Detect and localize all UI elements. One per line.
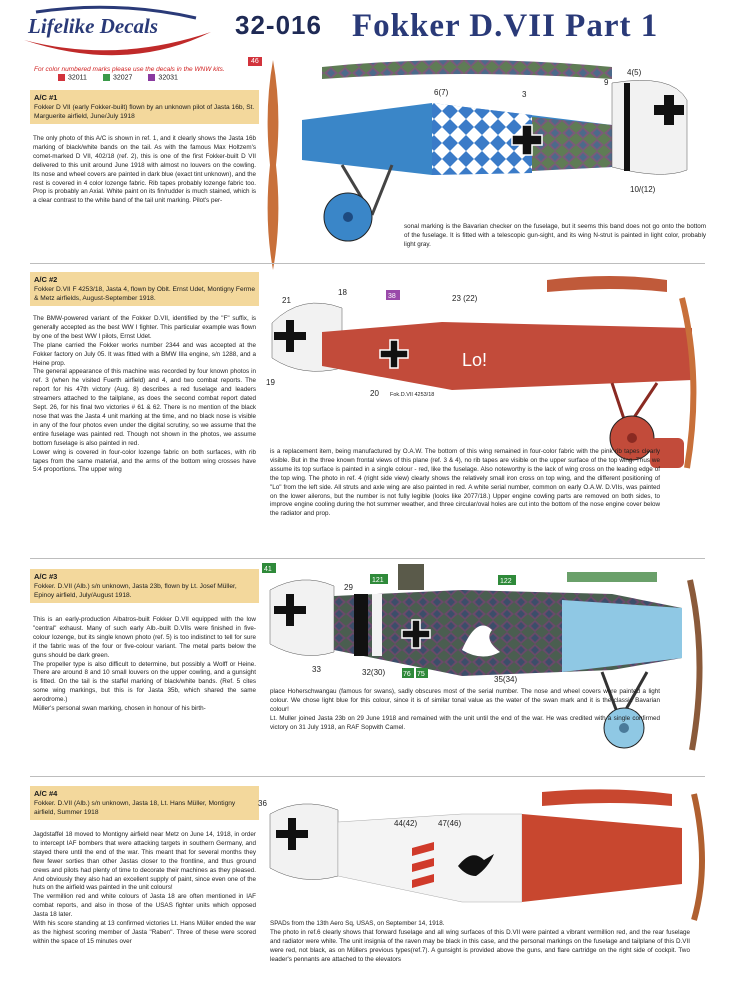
ac3-label-g: 76 [403,671,411,678]
ac2-label-b: 18 [338,288,347,297]
ac2-lo-marking: Lo! [462,350,488,370]
ac3-paragraph: Müller's personal swan marking, chosen in honour of his birth- [33,705,206,713]
legend-item: 32011 [58,74,87,81]
ac1-heading [30,90,259,124]
ac3-label-b: 29 [344,583,353,592]
propeller-icon [262,60,284,270]
ac2-body [33,315,256,475]
ac4-label-b: 44(42) [394,819,418,828]
divider [30,558,705,559]
ac3-label-e: 33 [312,665,321,674]
ac4-id: A/C #4 [34,789,58,798]
ac2-label-a: 21 [282,296,291,305]
page-title: Fokker D.VII Part 1 [352,8,659,44]
ac1-desc: Fokker D VII (early Fokker-built) flown by an unknown pilot of Jasta 16b, St. Marguerite airfield, June/July 1918 [34,104,255,120]
ac3-heading [30,569,259,603]
ac4-paragraph: With his score standing at 13 confirmed victories Lt. Hans Müller ended the war as the highest scoring member of Jasta "Raben". Three of these were scored within the space of 15 minutes over [33,920,256,945]
ac1-label-e: 10/(12) [630,185,656,194]
ac2-label-c: 38 [388,293,396,300]
ac2-serial: Fok.D.VII 4253/18 [390,392,435,398]
ac4-paragraph: SPADs from the 13th Aero Sq, USAS, on September 14, 1918. [270,920,445,927]
ac3-label-f: 32(30) [362,668,386,677]
ac1-continued: sonal marking is the Bavarian checker on the fuselage, but it seems this band does not go onto the bottom of the fuselage. It is fitted with a telescopic gun-sight, and its wing N-strut is painted in light color, probably light gray. [404,223,706,248]
ac2-label-e: 19 [266,378,275,387]
ac2-desc: Fokker D.VII F 4253/18, Jasta 4, flown by Oblt. Ernst Udet, Montigny Ferme & Metz airfields, August-September 1918. [34,286,255,302]
ac4-label-a: 36 [258,799,267,808]
ac1-label-c: 9 [604,78,609,87]
ac3-label-d: 122 [500,578,512,585]
ac4-paragraph: Jagdstaffel 18 moved to Montigny airfield near Metz on June 14, 1918, in order to intercept IAF bombers that were attacking targets in southern Germany, and stayed there until the end of the war. This meant that for several months they flew fewer sorties than other Jastas closer to the frontline, and thus ground crews and pilots had plenty of time to decorate their machines as they pleased. And obviously they also had an excellent supply of paint, since even one of the huts on the airfield was painted in the unit colours! [33,831,256,892]
ac1-label-b: 3 [522,90,527,99]
ac4-paragraph: The photo in ref.6 clearly shows that forward fuselage and all wing surfaces of this D.VII were painted a vibrant vermillion red, and the rear fuselage and radiator were white. The unit insignia of the raven may be black in this case, and the personal markings on the fuselage and tailplane of this D.VII were red, not black, as on Müllers previous types(ref.7). A gunsight is provided above the guns, and flare cartridge on the right side of cockpit. Two leader's pennants are attached to the elevators [270,928,690,963]
ac4-paragraph: The vermillion red and white colours of Jasta 18 are often mentioned in IAF combat reports, and also in those of the USAS fighter units which opposed Jasta 18 later. [33,893,256,919]
ac3-paragraph: The propeller type is also difficult to determine, but possibly a Wolff or Heine. There are around 8 and 10 small louvers on the upper cowling, and a gunsight is fitted. On the tail is the staffel marking of black/white bands. (Ref. 5 cites some wing markings, but this is for Jasta 35b, which shared the same aerodrome.) [33,660,256,704]
swatch-icon [103,74,110,81]
ac3-label-c: 121 [372,577,384,584]
ac2-label-f: 20 [370,389,379,398]
ac4-heading [30,786,259,820]
ac2-paragraph: The plane carried the Fokker works number 2344 and was accepted at the Fokker factory on July 05. It was fitted with a BMW IIIa engine, s/n 1288, and a Heine prop. [33,341,256,367]
ac3-paragraph: Lt. Muller joined Jasta 23b on 29 June 1918 and remained with the unit until the end of the war. He was credited with a single confirmed victory on 31 July 1918, an RAF Sopwith Camel. [270,714,660,731]
ac3-label-a: 41 [264,566,272,573]
ac3-desc: Fokker. D.VII (Alb.) s/n unknown, Jasta 23b, flown by Lt. Josef Müller, Epinoy airfield, July/August 1918. [34,583,237,599]
ac3-label-i: 35(34) [494,675,518,684]
ac2-heading [30,272,259,306]
legend-item: 32031 [148,74,177,81]
ac3-paragraph: This is an early-production Albatros-built Fokker D.VII equipped with the low "central" exhaust. Many of such early Alb.-built D.VIIs were finished in five-colour lozenge, but its single known photo (ref. 5) is too indistinct to tell for sure if the fabric was of the four or five-colour variant. The metal parts below the guns should be dark green. [33,616,256,659]
ac4-body [33,831,256,947]
ac3-label-h: 75 [417,671,425,678]
ac1-id: A/C #1 [34,93,58,102]
ac2-continued: is a replacement item, being manufactured by O.A.W. The bottom of this wing remained in four-color fabric with the pink rib tapes clearly visible. But in the three known frontal views of this plane (ref. 3 & 4), no rib tapes are visible on the upper surface of the top wing. Thus we assume its top surface is painted in a single colour - red, like the fuselage. Also noteworthy is the lack of wing cross on the leading edge of the top wing. The photo in ref. 4 (right side view) clearly shows the relatively small iron cross on top wing, and the different positioning of "Lo" from the left side. All struts and axle wing are also painted in red. A white serial number, common on early O.A.W. D.VIIs, was painted on the lower ailerons, but the number is not fully legible (looks like 2077/18.) Upper engine cowling parts are removed on both sides, to improve engine cooling during the hot summer weather, and three circular/oval holes are cut into the bottom of the nose engine cover below the radiator and prop. [270,448,660,518]
ac4-continued [270,920,690,965]
brand-logo [6,4,224,60]
ac3-paragraph: place Hoherschwangau (famous for swans), sadly obscures most of the serial number. The nose and wheel covers were painted a light colour. We chose light blue for this colour, since it is of similar tonal value as the water of the swan mark and it is the classic Bavarian colour! [270,688,660,713]
brand-name: Lifelike Decals [28,14,159,38]
ac1-label-d: 4(5) [627,68,642,77]
ac3-continued [270,688,660,733]
ac4-aircraft-profile [258,784,712,924]
ac3-id: A/C #3 [34,572,58,581]
ac2-paragraph: Lower wing is covered in four-color lozenge fabric on both surfaces, with rib tapes from the same material, and the arms of the bottom wing crosses have 5:4 proportions. The upper wing [33,448,256,474]
swatch-icon [58,74,65,81]
ac4-desc: Fokker. D.VII (Alb.) s/n unknown, Jasta 18, Lt. Hans Müller, Montigny airfield, Summer 1918 [34,800,236,816]
legend-item: 32027 [103,74,132,81]
ac4-label-c: 47(46) [438,819,462,828]
divider [30,776,705,777]
ac1-label-a: 6(7) [434,88,449,97]
ac2-id: A/C #2 [34,275,58,284]
ac3-body [33,616,256,714]
ac2-paragraph: The general appearance of this machine was recorded by four known photos in ref. 3 (when he visited Fuerth airfield) and 4, and two combat reports. The report for his 47th victory (Aug. 8) describes a red fuselage and leaders streamers attached to the tailplane, as does the second combat report dated Sept. 26, for his final two victories # 61 & 62. There is no mention of the black nose that was the Jasta 4 unit marking at the time, and no black nose is visible in any of the four photos even under the digital scrutiny, so we assume that the entire fuselage was painted red. Though not shown in the photos, we assume bottom fuselage is also painted in red. [33,368,256,447]
ac2-aircraft-profile [262,268,712,478]
ac2-label-d: 23 (22) [452,294,478,303]
corner-number: 46 [248,57,262,66]
ac2-paragraph: The BMW-powered variant of the Fokker D.VII, identified by the "F" suffix, is generally accepted as the best WW I fighter. This particular example was flown by one of the best WW I pilots, Ernst Udet. [33,315,256,340]
color-legend [58,74,178,81]
color-note: For color numbered marks please use the decals in the WNW kits. [34,66,225,73]
divider [30,263,705,264]
ac1-body: The only photo of this A/C is shown in ref. 1, and it clearly shows the Jasta 16b marking of black/white bands on the tail. As with the famous Max Holtzem's comet-marked D VII, 402/18 (ref. 2), this is one of the first Fokker-built D VII delivered to this unit around June 1918 with almost no louvers on the cowling. Its nose and wheel covers are painted in dark blue (exact tint unknown), and the rest is covered in 4 color lozenge fabric. Rib tapes probably lozenge fabric too. Prop is probably an Axial. White paint on its fin/rudder is much stained, which is a clear contrast to the white band of the tail unit marking. Pilot's per- [33,135,256,205]
decal-code: 32-016 [235,10,322,40]
swatch-icon [148,74,155,81]
